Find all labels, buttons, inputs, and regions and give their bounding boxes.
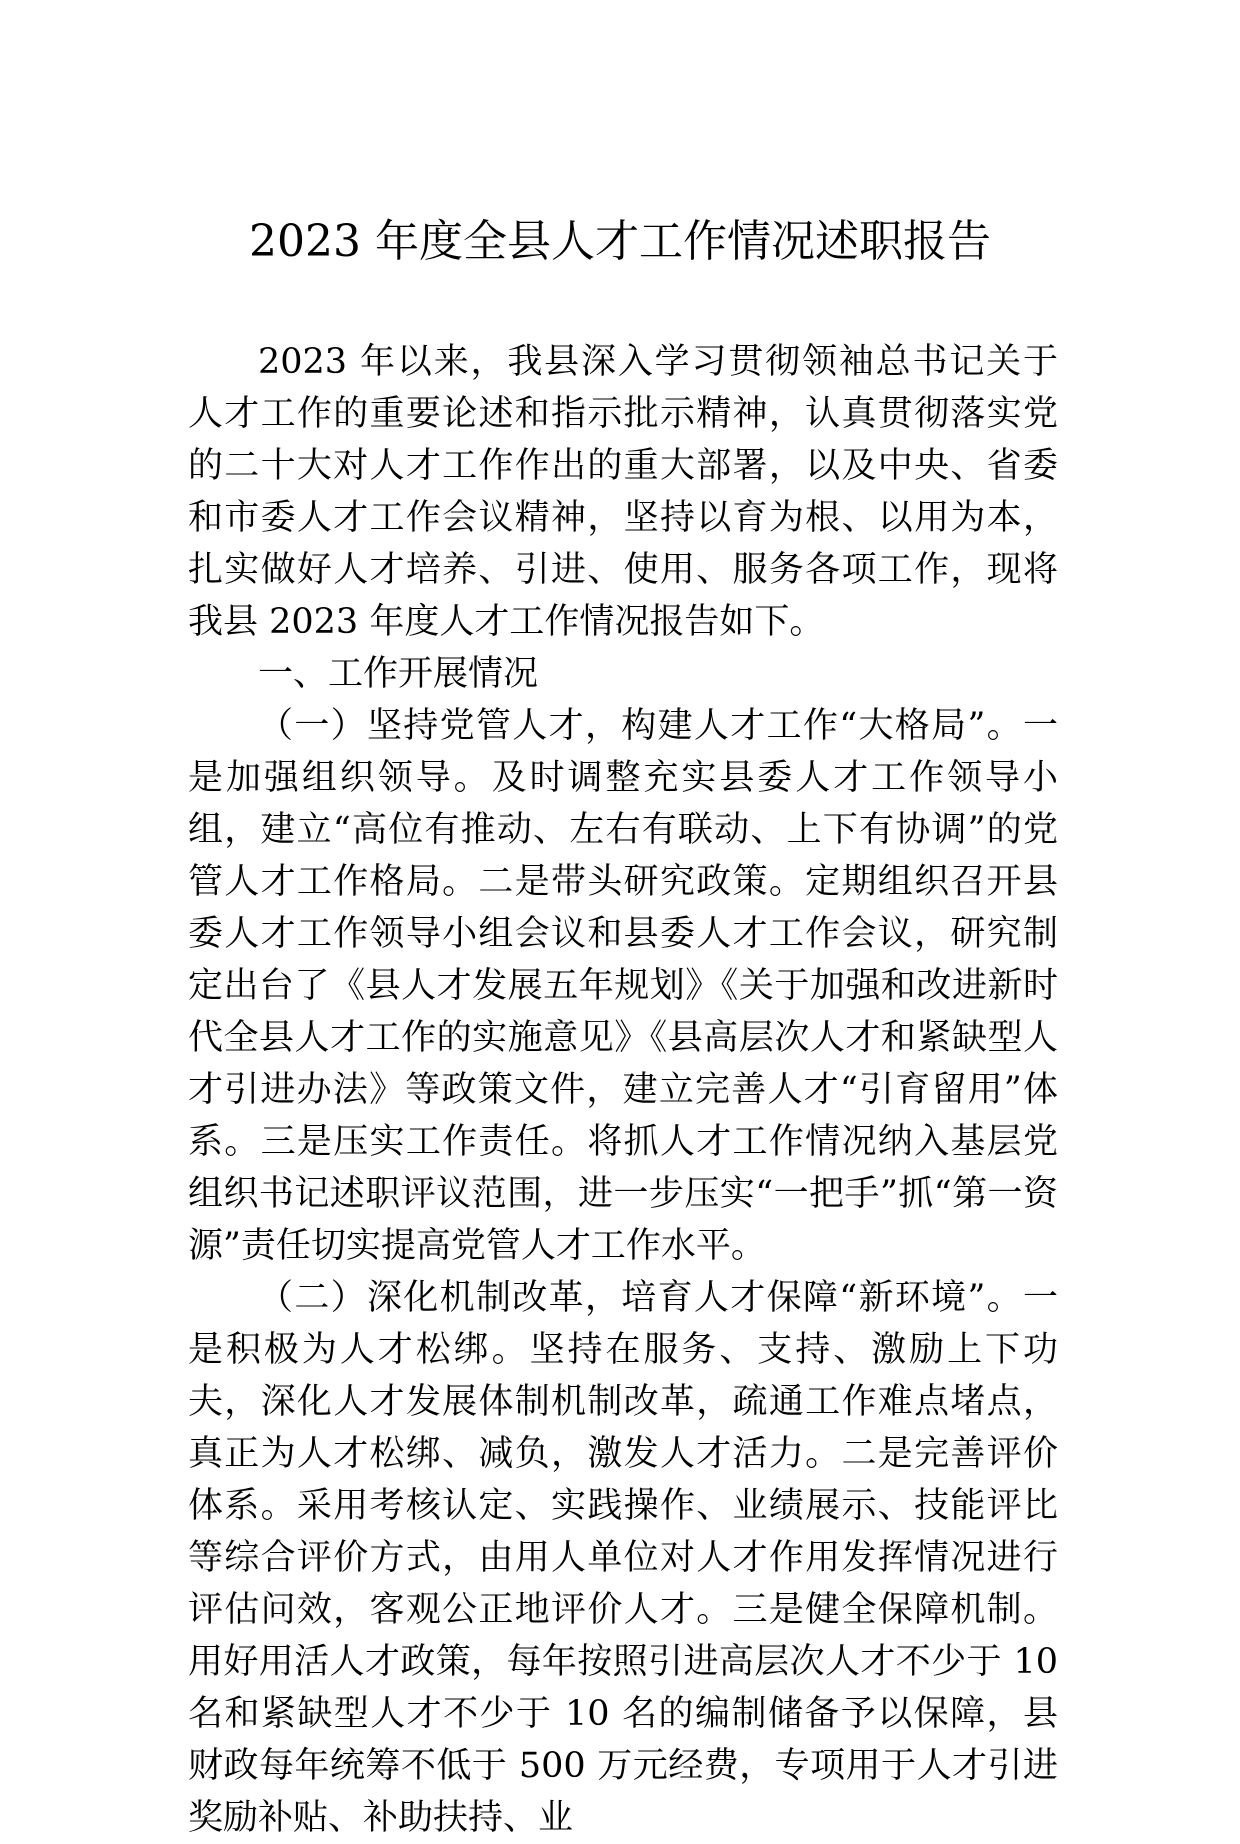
paragraph-intro: 2023 年以来，我县深入学习贯彻领袖总书记关于人才工作的重要论述和指示批示精神，认真贯彻落实党的二十大对人才工作作出的重大部署，以及中央、省委和市委人才工作会议精神，坚持以育为根、以用为本，扎实做好人才培养、引进、使用、服务各项工作，现将我县 2023 年度人才工作情况报告如下。 [188,342,1058,642]
paragraph-section-1-2: （二）深化机制改革，培育人才保障“新环境”。一是积极为人才松绑。坚持在服务、支持、激励上下功夫，深化人才发展体制机制改革，疏通工作难点堵点，真正为人才松绑、减负，激发人才活力。二是完善评价体系。采用考核认定、实践操作、业绩展示、技能评比等综合评价方式，由用人单位对人才作用发挥情况进行评估问效，客观公正地评价人才。三是健全保障机制。用好用活人才政策，每年按照引进高层次人才不少于 10 名和紧缺型人才不少于 10 名的编制储备予以保障，县财政每年统筹不低于 500 万元经费，专项用于人才引进奖励补贴、补助扶持、业 [188,1278,1058,1838]
section-heading-1: 一、工作开展情况 [258,654,539,694]
paragraph-section-1-1: （一）坚持党管人才，构建人才工作“大格局”。一是加强组织领导。及时调整充实县委人才工作领导小组，建立“高位有推动、左右有联动、上下有协调”的党管人才工作格局。二是带头研究政策。定期组织召开县委人才工作领导小组会议和县委人才工作会议，研究制定出台了《县人才发展五年规划》《关于加强和改进新时代全县人才工作的实施意见》《县高层次人才和紧缺型人才引进办法》等政策文件，建立完善人才“引育留用”体系。三是压实工作责任。将抓人才工作情况纳入基层党组织书记述职评议范围，进一步压实“一把手”抓“第一资源”责任切实提高党管人才工作水平。 [188,706,1058,1266]
document-title: 2023 年度全县人才工作情况述职报告 [249,216,991,267]
document-body [188,336,1058,1844]
